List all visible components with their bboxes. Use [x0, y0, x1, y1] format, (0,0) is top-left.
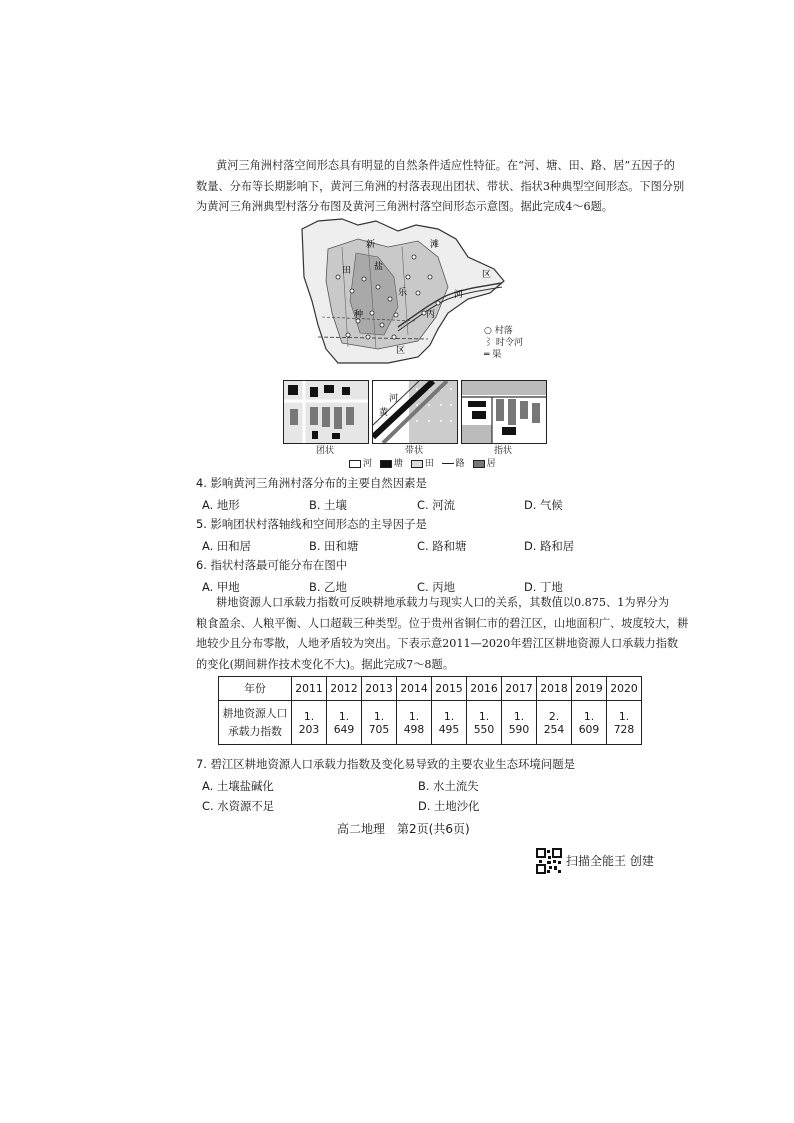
intro-paragraph-1	[196, 156, 685, 218]
map-label-he: 河	[454, 290, 464, 300]
inset-caption-band: 带状	[404, 446, 423, 456]
table-year-cell: 2013	[362, 677, 397, 701]
q6-option-b: B. 乙地	[309, 580, 347, 594]
table-value-cell: 1. 590	[502, 701, 537, 745]
question-4-stem: 4. 影响黄河三角洲村落分布的主要自然因素是	[196, 476, 427, 490]
legend-river-label: 河	[363, 459, 373, 469]
scanner-watermark-text: 扫描全能王 创建	[566, 854, 654, 868]
table-row-label-line-1: 耕地资源人口	[222, 706, 288, 720]
inset-band-pattern	[372, 380, 458, 444]
q7-option-d: D. 土地沙化	[418, 799, 480, 813]
q5-option-b: B. 田和塘	[309, 539, 359, 553]
legend-river-swatch	[349, 460, 361, 468]
village-dot-icon: ○	[484, 326, 492, 336]
table-value-cell: 1. 495	[432, 701, 467, 745]
table-header-label: 年份	[219, 677, 292, 701]
intro-1-line-2: 数量、分布等长期影响下，黄河三角洲的村落表现出团状、带状、指状3种典型空间形态。下图分别	[196, 179, 685, 193]
legend-canal: ═ 渠	[484, 350, 502, 360]
table-year-cell: 2014	[397, 677, 432, 701]
table-header-row	[219, 677, 642, 701]
qr-code-figure	[536, 848, 562, 874]
legend-road-label: 路	[455, 459, 465, 469]
map-label-xin: 新	[366, 240, 376, 250]
table-value-cell: 1. 203	[292, 701, 327, 745]
question-6-stem: 6. 指状村落最可能分布在图中	[196, 558, 348, 572]
map-label-qu-1: 区	[482, 270, 492, 280]
q7-option-b: B. 水土流失	[418, 779, 479, 793]
map-label-zhong: 种	[354, 310, 364, 320]
q7-option-c: C. 水资源不足	[202, 799, 275, 813]
map-label-le: 乐	[398, 288, 408, 298]
seasonal-river-icon: ⌇	[484, 338, 494, 348]
q5-option-c: C. 路和塘	[417, 539, 467, 553]
table-value-cell: 1. 550	[467, 701, 502, 745]
table-year-cell: 2012	[327, 677, 362, 701]
table-year-cell: 2016	[467, 677, 502, 701]
finger-pattern-figure	[462, 381, 546, 443]
inset-river-label-1: 河	[389, 394, 399, 404]
q6-option-d: D. 丁地	[524, 580, 563, 594]
q5-option-a: A. 田和居	[202, 539, 252, 553]
band-pattern-figure	[373, 381, 457, 443]
cluster-pattern-figure	[284, 381, 368, 443]
question-5-stem: 5. 影响团状村落轴线和空间形态的主导因子是	[196, 517, 427, 531]
q7-option-a: A. 土壤盐碱化	[202, 779, 274, 793]
table-year-cell: 2018	[537, 677, 572, 701]
table-year-cell: 2017	[502, 677, 537, 701]
map-label-bing: 丙	[426, 310, 436, 320]
map-legend	[484, 325, 523, 361]
intro-1-line-1: 黄河三角洲村落空间形态具有明显的自然条件适应性特征。在“河、塘、田、路、居”五因子的	[216, 159, 675, 172]
legend-residence-label: 居	[486, 459, 496, 469]
intro-2-line-1: 耕地资源人口承载力指数可反映耕地承载力与现实人口的关系，其数值以0.875、1为界分为	[216, 596, 670, 609]
figure-legend-bar	[344, 456, 496, 469]
table-value-cell: 2. 254	[537, 701, 572, 745]
inset-caption-cluster: 团状	[315, 446, 334, 456]
question-7-stem: 7. 碧江区耕地资源人口承载力指数及变化易导致的主要农业生态环境问题是	[196, 757, 575, 771]
legend-seasonal-river: ⌇ 时令河	[484, 338, 523, 348]
table-year-cell: 2019	[572, 677, 607, 701]
legend-road-swatch	[442, 463, 454, 464]
table-value-cell: 1. 649	[327, 701, 362, 745]
legend-pond-label: 塘	[393, 459, 403, 469]
table-value-row	[219, 701, 642, 745]
inset-finger-pattern	[461, 380, 547, 444]
table-value-cell: 1. 609	[572, 701, 607, 745]
legend-field-swatch	[411, 460, 423, 468]
q6-option-c: C. 丙地	[417, 580, 455, 594]
intro-2-line-4: 的变化(期间耕作技术变化不大)。据此完成7～8题。	[196, 657, 454, 671]
table-value-cell: 1. 728	[607, 701, 642, 745]
table-row-label-line-2: 承载力指数	[228, 724, 282, 738]
legend-pond-swatch	[380, 460, 392, 468]
legend-residence-swatch	[473, 460, 485, 468]
q4-option-d: D. 气候	[524, 498, 563, 512]
table-year-cell: 2011	[292, 677, 327, 701]
inset-caption-finger: 指状	[493, 446, 512, 456]
inset-river-label-2: 黄	[379, 408, 389, 418]
q4-option-c: C. 河流	[417, 498, 455, 512]
map-label-tan: 滩	[430, 240, 440, 250]
map-label-qu-2: 区	[396, 346, 406, 356]
map-label-yan: 盐	[374, 262, 384, 272]
table-year-cell: 2020	[607, 677, 642, 701]
q4-option-a: A. 地形	[202, 498, 240, 512]
inset-cluster-pattern	[283, 380, 369, 444]
intro-2-line-3: 地较少且分布零散，人地矛盾较为突出。下表示意2011—2020年碧江区耕地资源人口承载力指数	[196, 637, 679, 651]
table-row-label	[219, 701, 292, 745]
table-value-cell: 1. 705	[362, 701, 397, 745]
q5-option-d: D. 路和居	[524, 539, 575, 553]
map-label-tian-1: 田	[342, 266, 352, 276]
table-year-cell: 2015	[432, 677, 467, 701]
intro-2-line-2: 粮食盈余、人粮平衡、人口超载三种类型。位于贵州省铜仁市的碧江区，山地面积广、坡度较大，耕	[196, 616, 689, 630]
legend-field-label: 田	[424, 459, 434, 469]
q4-option-b: B. 土壤	[309, 498, 347, 512]
intro-paragraph-2	[196, 593, 689, 675]
intro-1-line-3: 为黄河三角洲典型村落分布图及黄河三角洲村落空间形态示意图。据此完成4～6题。	[196, 200, 613, 214]
canal-icon: ═	[484, 350, 490, 360]
q6-option-a: A. 甲地	[202, 580, 240, 594]
page-footer: 高二地理 第2页(共6页)	[337, 822, 470, 836]
table-value-cell: 1. 498	[397, 701, 432, 745]
carrying-capacity-table	[218, 676, 642, 745]
legend-village: ○ 村落	[484, 326, 513, 336]
qr-code-icon	[536, 848, 562, 874]
